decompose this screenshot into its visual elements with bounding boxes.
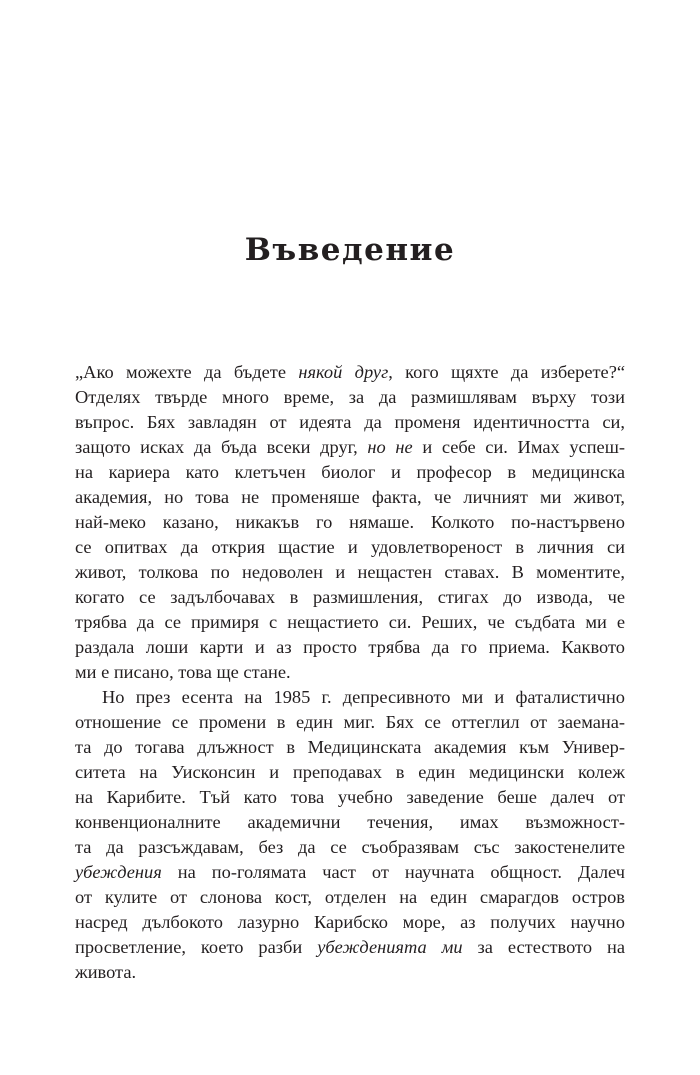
text-segment: отношение се промени в един миг. Бях се оттеглил от заемана- bbox=[75, 712, 625, 732]
text-segment: живота. bbox=[75, 962, 137, 982]
text-line bbox=[75, 885, 625, 910]
text-segment: насред дълбокото лазурно Карибско море, аз получих научно bbox=[75, 912, 625, 932]
text-segment: Но през есента на 1985 г. депресивното ми и фаталистично bbox=[102, 687, 625, 707]
paragraph bbox=[75, 685, 625, 985]
text-segment: живот, толкова по недоволен и нещастен ставах. В моментите, bbox=[75, 562, 625, 582]
paragraph bbox=[75, 360, 625, 685]
text-segment: на по-голямата част от научната общност. Далеч bbox=[161, 862, 625, 882]
text-segment: ситета на Уисконсин и преподавах в един медицински колеж bbox=[75, 762, 625, 782]
text-segment: трябва да се примиря с нещастието си. Реших, че съдбата ми е bbox=[75, 612, 625, 632]
text-segment: академия, но това не променяше факта, че личният ми живот, bbox=[75, 487, 625, 507]
text-segment: на Карибите. Тъй като това учебно заведение беше далеч от bbox=[75, 787, 625, 807]
text-line bbox=[75, 385, 625, 410]
emphasized-text: някой друг bbox=[298, 362, 389, 382]
emphasized-text: но не bbox=[367, 437, 413, 457]
text-line bbox=[75, 835, 625, 860]
text-segment: когато се задълбочавах в размишления, стигах до извода, че bbox=[75, 587, 625, 607]
text-segment: от кулите от слонова кост, отделен на един смарагдов остров bbox=[75, 887, 625, 907]
emphasized-text: убежденията ми bbox=[317, 937, 463, 957]
text-segment: „Ако можехте да бъдете bbox=[75, 362, 299, 382]
text-segment: та до тогава длъжност в Медицинската академия към Универ- bbox=[75, 737, 625, 757]
text-line bbox=[75, 735, 625, 760]
text-line bbox=[75, 810, 625, 835]
text-segment: , кого щяхте да изберете?“ bbox=[388, 362, 626, 382]
text-line bbox=[75, 435, 625, 460]
text-segment: защото исках да бъда всеки друг, bbox=[75, 437, 368, 457]
text-segment: най-меко казано, никакъв го нямаше. Колкото по-настървено bbox=[75, 512, 625, 532]
chapter-title: Въведение bbox=[244, 232, 456, 268]
text-line bbox=[75, 710, 625, 735]
text-line bbox=[75, 560, 625, 585]
text-line bbox=[75, 660, 625, 685]
text-segment: раздала лоши карти и аз просто трябва да го приема. Каквото bbox=[75, 637, 625, 657]
text-segment: просветление, което разби bbox=[75, 937, 318, 957]
text-line bbox=[75, 860, 625, 885]
text-line bbox=[75, 460, 625, 485]
text-line bbox=[75, 410, 625, 435]
chapter-body-text bbox=[75, 360, 625, 985]
text-segment: се опитвах да открия щастие и удовлетвореност в личния си bbox=[75, 537, 625, 557]
text-segment: и себе си. Имах успеш- bbox=[412, 437, 626, 457]
text-line bbox=[75, 910, 625, 935]
text-line bbox=[75, 935, 625, 960]
text-line bbox=[75, 485, 625, 510]
text-line bbox=[75, 760, 625, 785]
text-line bbox=[75, 685, 625, 710]
text-segment: ми е писано, това ще стане. bbox=[75, 662, 291, 682]
text-line bbox=[75, 360, 625, 385]
text-line bbox=[75, 535, 625, 560]
text-line bbox=[75, 510, 625, 535]
text-segment: за естеството на bbox=[462, 937, 625, 957]
text-line bbox=[75, 785, 625, 810]
text-segment: Отделях твърде много време, за да размишлявам върху този bbox=[75, 387, 625, 407]
text-line bbox=[75, 635, 625, 660]
text-segment: на кариера като клетъчен биолог и професор в медицинска bbox=[75, 462, 625, 482]
text-line bbox=[75, 585, 625, 610]
text-segment: конвенционалните академични течения, имах възможност- bbox=[75, 812, 625, 832]
text-line bbox=[75, 960, 625, 985]
text-line bbox=[75, 610, 625, 635]
emphasized-text: убеждения bbox=[75, 862, 162, 882]
text-segment: въпрос. Бях завладян от идеята да променя идентичността си, bbox=[75, 412, 625, 432]
text-segment: та да разсъждавам, без да се съобразявам със закостенелите bbox=[75, 837, 625, 857]
